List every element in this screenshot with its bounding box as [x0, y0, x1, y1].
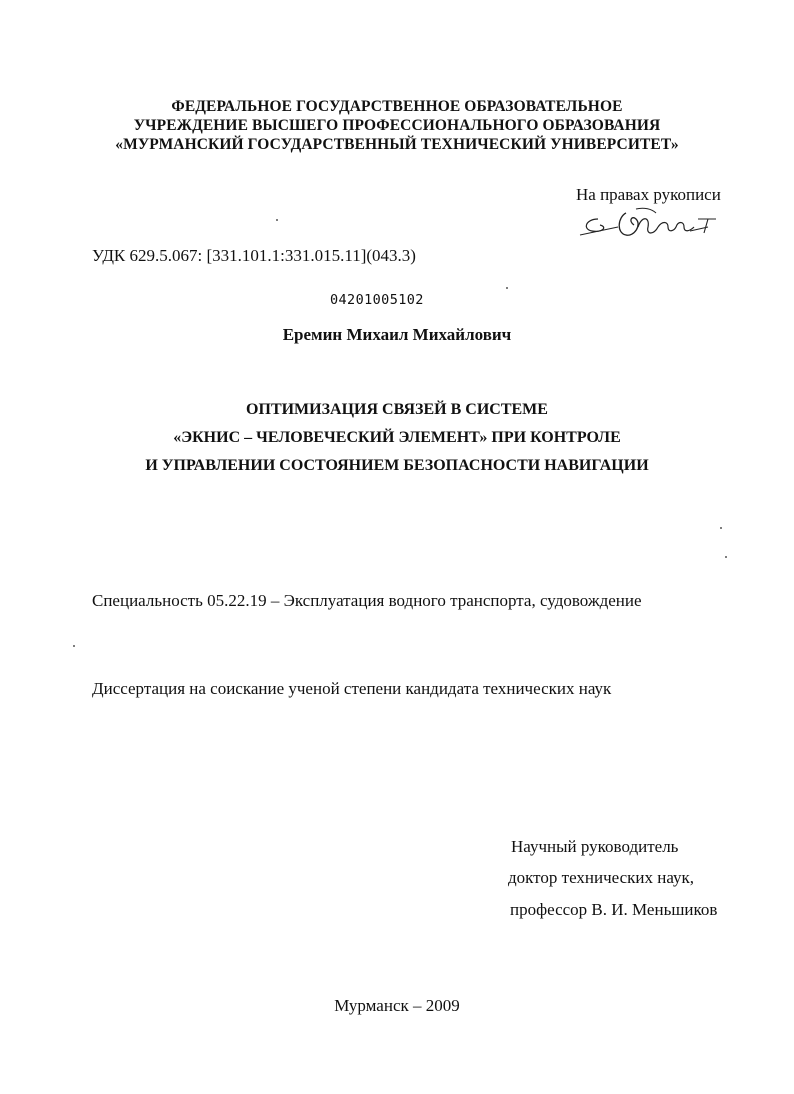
thesis-title-line-3: И УПРАВЛЕНИИ СОСТОЯНИЕМ БЕЗОПАСНОСТИ НАВИГАЦИИ — [145, 457, 649, 474]
thesis-title-line-1: ОПТИМИЗАЦИЯ СВЯЗЕЙ В СИСТЕМЕ — [246, 401, 548, 418]
scan-speck — [725, 556, 727, 558]
registration-number: 04201005102 — [330, 292, 424, 308]
institution-line-3: «МУРМАНСКИЙ ГОСУДАРСТВЕННЫЙ ТЕХНИЧЕСКИЙ УНИВЕРСИТЕТ» — [115, 136, 679, 153]
scan-speck — [720, 527, 722, 529]
institution-line-2: УЧРЕЖДЕНИЕ ВЫСШЕГО ПРОФЕССИОНАЛЬНОГО ОБРАЗОВАНИЯ — [133, 117, 661, 134]
supervisor-line-3: профессор В. И. Меньшиков — [510, 900, 718, 919]
institution-line-1: ФЕДЕРАЛЬНОЕ ГОСУДАРСТВЕННОЕ ОБРАЗОВАТЕЛЬНОЕ — [171, 98, 623, 115]
supervisor-line-2: доктор технических наук, — [508, 868, 695, 887]
scan-speck — [73, 645, 75, 647]
specialty-line: Специальность 05.22.19 – Эксплуатация водного транспорта, судовождение — [92, 591, 642, 610]
udk-code: УДК 629.5.067: [331.101.1:331.015.11](043.3) — [92, 246, 416, 265]
supervisor-line-1: Научный руководитель — [511, 837, 679, 856]
author-name: Еремин Михаил Михайлович — [282, 325, 512, 344]
author-signature — [578, 205, 728, 243]
scan-speck — [276, 219, 278, 221]
manuscript-rights-note: На правах рукописи — [576, 185, 721, 204]
dissertation-line: Диссертация на соискание ученой степени кандидата технических наук — [92, 679, 612, 698]
thesis-title-line-2: «ЭКНИС – ЧЕЛОВЕЧЕСКИЙ ЭЛЕМЕНТ» ПРИ КОНТРОЛЕ — [173, 429, 621, 446]
scan-speck — [506, 287, 508, 289]
place-and-year: Мурманск – 2009 — [334, 996, 460, 1015]
